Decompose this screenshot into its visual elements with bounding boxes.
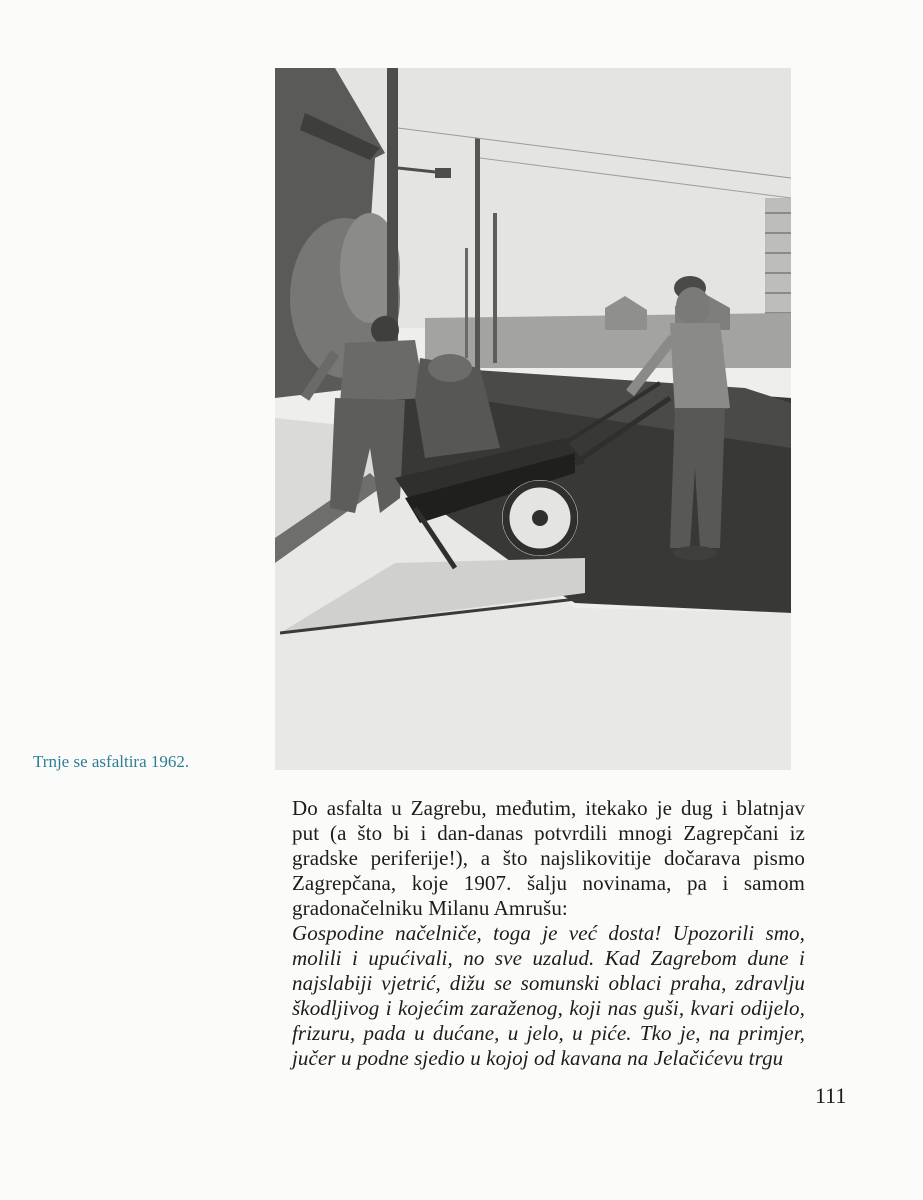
paragraph-intro: Do asfalta u Zagrebu, međutim, itekako je dug i blatnjav put (a što bi i dan-danas potvrdili mnogi Zagrepčani iz gradske periferije!), a što najslikovitije dočarava pismo Zagrepčana, koje 1907. šalju novinama, pa i samom gradonačelniku Milanu Amrušu: (292, 796, 805, 920)
paragraph-letter-quote: Gospodine načelniče, toga je već dosta! Upozorili smo, molili i upućivali, no sve uzalud. Kad Zagrebom dune i najslabiji vjetrić, dižu se somunski oblaci praha, zdravlju škodljivog i kojećim zaraženog, koji nas guši, kvari odijelo, frizuru, pada u dućane, u jelo, u piće. Tko je, na primjer, jučer u podne sjedio u kojoj od kavana na Jelačićevu trgu (292, 921, 805, 1070)
body-text (292, 796, 805, 1071)
photo-caption: Trnje se asfaltira 1962. (33, 752, 190, 771)
page-number: 111 (815, 1083, 847, 1108)
photograph-road-paving (275, 68, 791, 770)
